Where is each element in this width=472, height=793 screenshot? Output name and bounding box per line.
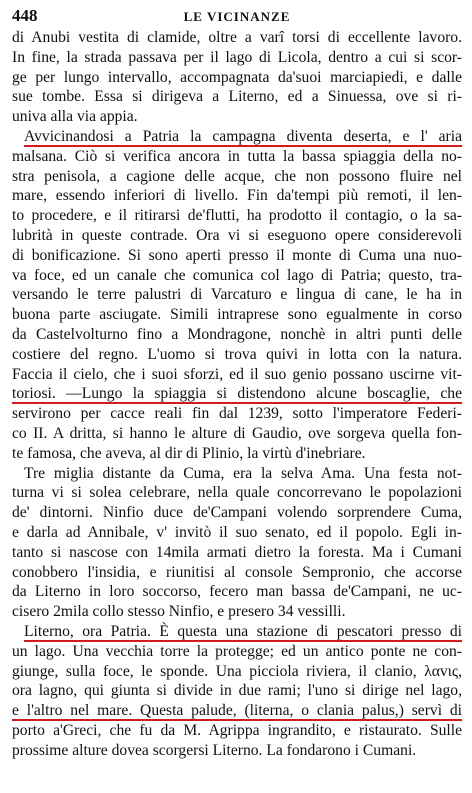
text-line: un lago. Una vecchia torre la protegge; ed un antico ponte ne con- — [12, 642, 462, 660]
text-line: giunge, sulla foce, le sponde. Una picciola riviera, il clanio, λαvις, — [12, 662, 462, 680]
text-line: stra penisola, a cagione delle acque, che non possono fluire nel — [12, 167, 462, 185]
text-line — [12, 622, 462, 642]
text-line: conobbero l'insidia, e riunitisi al console Sempronio, che accorse — [12, 563, 462, 581]
text-line: versando le terre palustri di Varcaturo e lingua di cane, le ha in — [12, 286, 462, 304]
text-line: Tre miglia distante da Cuma, era la selva Ama. Una festa not- — [24, 464, 462, 482]
text-line — [12, 701, 462, 721]
text-line: buona parte asciugate. Simili intraprese sono egualmente in corso — [12, 306, 462, 324]
text-line: Faccia il cielo, che i suoi sforzi, ed il suo genio possano uscirne vit- — [12, 365, 462, 383]
text-line: de' dintorni. Ninfio duce de'Campani volendo sorprendere Cuma, — [12, 504, 462, 522]
text-line: co II. A dritta, si hanno le alture di Gaudio, ove sorgeva quella fon- — [12, 424, 462, 442]
text-line: prossime alture dovea scorgersi Literno. La fondarono i Cumani. — [12, 741, 417, 759]
text-line: turna vi si solea celebrare, nella quale concorrevano le popolazioni — [12, 484, 462, 502]
text-line: toriosi. —Lungo la spiaggia si distendono alcune boscaglie, che — [12, 385, 462, 403]
text-line: ge per lungo intervallo, accompagnata da'suoi marciapiedi, e dalle — [12, 68, 462, 86]
underline-questa-palude — [12, 702, 462, 721]
text-line: sue tombe. Essa si dirigeva a Literno, ed a Sinuessa, ove si ri- — [12, 88, 462, 106]
text-line: servirono per cacce reali fin dal 1239, sotto l'imperatore Federi- — [12, 405, 462, 423]
text-line: Literno, ora Patria. È questa una stazione di pescatori presso di — [24, 622, 462, 640]
text-line: porto a'Greci, che fu da M. Agrippa ingrandito, e ristaurato. Sulle — [12, 721, 462, 739]
text-line: te famosa, che aveva, al dir di Plinio, la virtù d'inebriare. — [12, 444, 366, 462]
text-line: Avvicinandosi a Patria la campagna diventa deserta, e l' aria — [24, 127, 462, 145]
underline-literno — [24, 623, 462, 642]
text-line: da Castelvolturno fino a Mondragone, nonchè in altri punti delle — [12, 325, 462, 343]
text-line: di bonificazione. Si sono aperti presso il monte di Cuma una nuo- — [12, 246, 462, 264]
text-line — [12, 384, 462, 404]
underline-avvicinandosi — [24, 128, 462, 147]
text-line: va foce, ed un canale che comunica col lago di Patria; questo, tra- — [12, 266, 462, 284]
underline-lungo-la-spiaggia — [12, 385, 462, 404]
text-line: costiere del regno. L'uomo si trova quivi in lotta con la natura. — [12, 345, 462, 363]
text-line: lubrità in queste contrade. Ora vi si eseguono opere considerevoli — [12, 226, 462, 244]
text-line: da Literno in loro soccorso, fecero man bassa de'Campani, ne uc- — [12, 583, 462, 601]
text-line: In fine, la strada passava per il lago di Licola, dentro a cui si scor- — [12, 48, 462, 66]
text-line: cisero 2mila collo stesso Ninfio, e presero 34 vessilli. — [12, 603, 346, 621]
text-line: malsana. Ciò si verifica ancora in tutta la bassa spiaggia della no- — [12, 147, 462, 165]
text-line: ora lagno, qui giunta si divide in due rami; l'uno si dirige nel lago, — [12, 682, 462, 700]
page-number: 448 — [12, 6, 38, 25]
text-line: mare, essendo inferiori di livello. Fin da'tempi più remoti, il len- — [12, 187, 462, 205]
text-line-underlined-start — [12, 127, 462, 147]
text-line: univa alla via appia. — [12, 108, 138, 126]
text-line: e darla ad Annibale, v' invitò il suo senato, ed il popolo. Egli in- — [12, 523, 462, 541]
text-line: e l'altro nel mare. Questa palude, (literna, o clania palus,) servì di — [12, 702, 462, 720]
text-line: to procedere, e il ritirarsi de'flutti, ha prodotto il contagio, o la sa- — [12, 207, 462, 225]
running-title: LE VICINANZE — [183, 9, 291, 24]
text-line: di Anubi vestita di clamide, oltre a varî torsi di eccellente lavoro. — [12, 29, 462, 46]
body-text — [12, 28, 462, 760]
text-line: tanto si nascose con 14mila armati dietro la foresta. Ma i Cumani — [12, 543, 462, 561]
page-header — [12, 6, 462, 28]
